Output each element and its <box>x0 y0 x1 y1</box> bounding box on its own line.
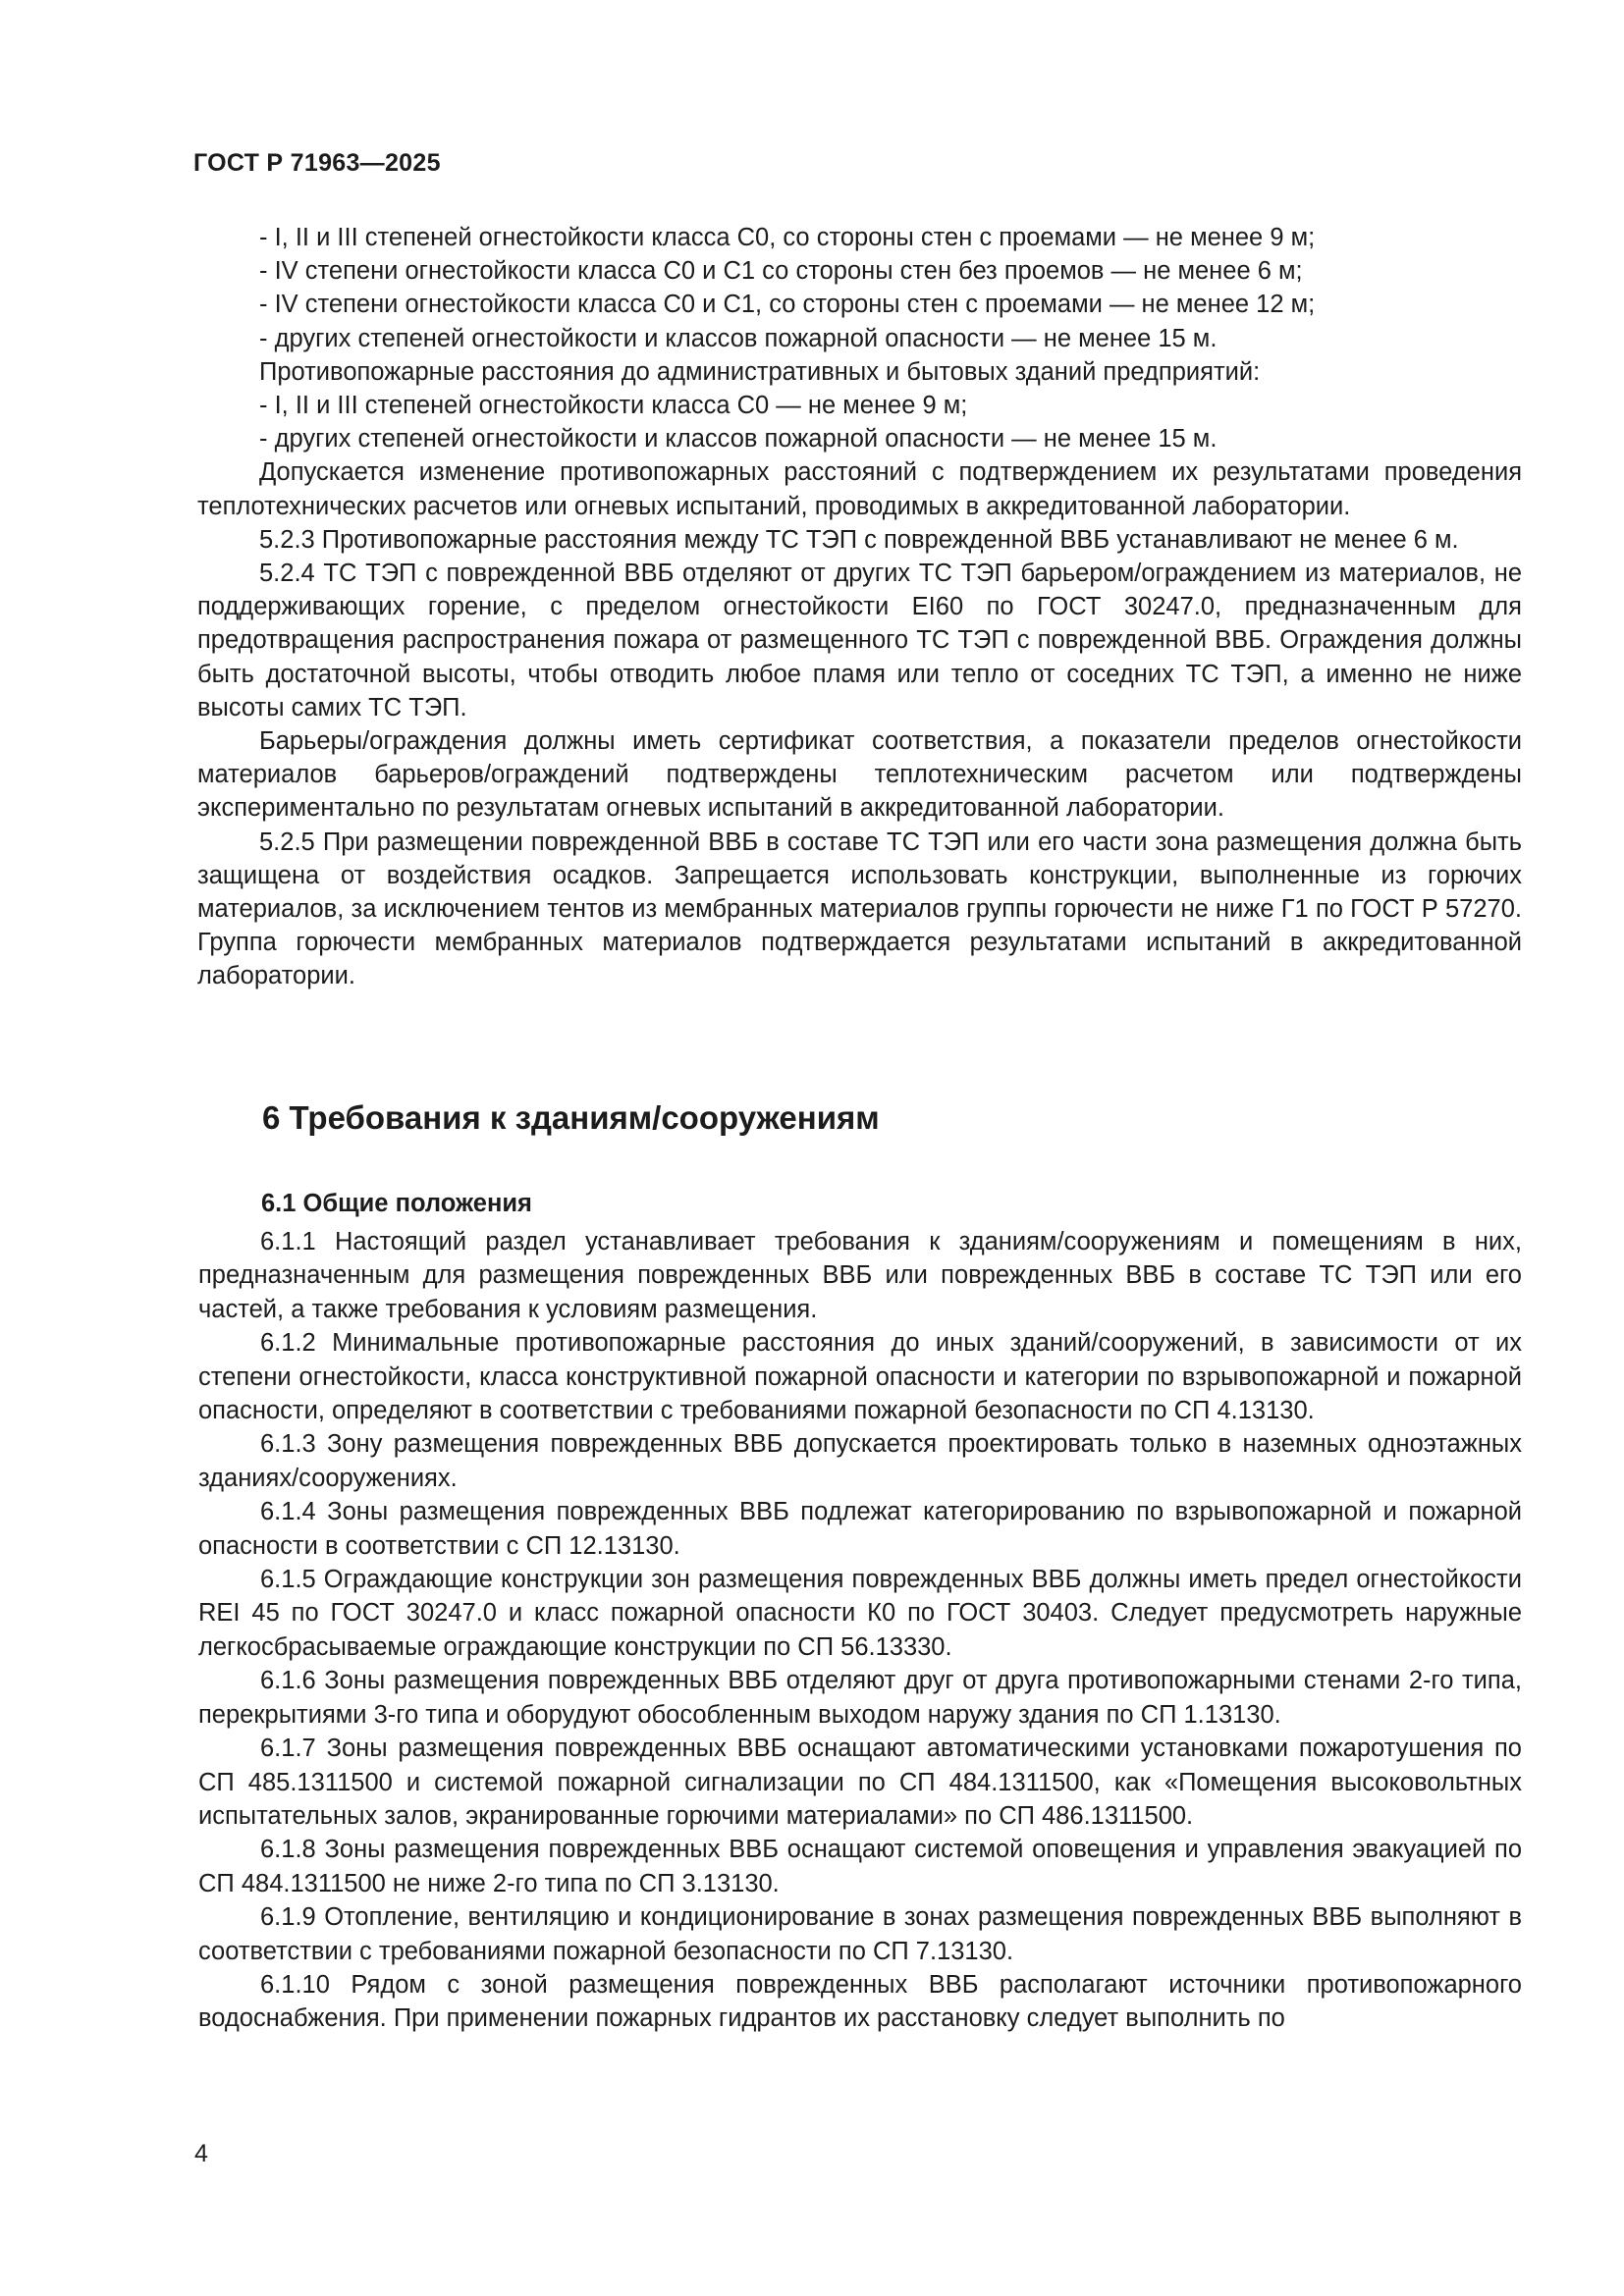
page-number: 4 <box>194 2140 208 2167</box>
list-item: - I, II и III степеней огнестойкости класса С0, со стороны стен с проемами — не менее 9 м; <box>259 224 1316 251</box>
paragraph-5-2-4: 5.2.4 ТС ТЭП с поврежденной ВВБ отделяют от других ТС ТЭП барьером/ограждением из материалов, не поддерживающих горение, с пределом огнестойкости EI60 по ГОСТ 30247.0, предназначенным для предотвращения распространения пожара от размещенного ТС ТЭП с поврежденной ВВБ. Ограждения должны быть достаточной высоты, чтобы отводить любое пламя или тепло от соседних ТС ТЭП, а именно не ниже высоты самих ТС ТЭП. <box>197 560 1522 721</box>
paragraph-6-1-4: 6.1.4 Зоны размещения поврежденных ВВБ подлежат категорированию по взрывопожарной и пожарной опасности в соответствии с СП 12.13130. <box>198 1498 1522 1560</box>
paragraph: Барьеры/ограждения должны иметь сертификат соответствия, а показатели пределов огнестойкости материалов барьеров/ограждений подтверждены теплотехническим расчетом или подтверждены экспериментально по результатам огневых испытаний в аккредитованной лаборатории. <box>197 727 1522 823</box>
section-text-block <box>198 1225 1522 2036</box>
paragraph-6-1-8: 6.1.8 Зоны размещения поврежденных ВВБ оснащают системой оповещения и управления эвакуацией по СП 484.1311500 не ниже 2-го типа по СП 3.13130. <box>198 1836 1522 1897</box>
list-item: - других степеней огнестойкости и классов пожарной опасности — не менее 15 м. <box>259 425 1218 454</box>
paragraph-6-1-2: 6.1.2 Минимальные противопожарные расстояния до иных зданий/сооружений, в зависимости от их степени огнестойкости, класса конструктивной пожарной опасности и категории по взрывопожарной и пожарной опасности, определяют в соответствии с требованиями пожарной безопасности по СП 4.13130. <box>198 1329 1522 1425</box>
paragraph-6-1-3: 6.1.3 Зону размещения поврежденных ВВБ допускается проектировать только в наземных одноэтажных зданиях/сооружениях. <box>198 1430 1522 1492</box>
paragraph-6-1-9: 6.1.9 Отопление, вентиляцию и кондиционирование в зонах размещения поврежденных ВВБ выполняют в соответствии с требованиями пожарной безопасности по СП 7.13130. <box>198 1903 1522 1965</box>
admin-distances-intro: Противопожарные расстояния до административных и бытовых зданий предприятий: <box>259 357 1261 386</box>
upper-text-block <box>197 221 1522 993</box>
list-item: - других степеней огнестойкости и классов пожарной опасности — не менее 15 м. <box>259 324 1218 352</box>
paragraph-5-2-3: 5.2.3 Противопожарные расстояния между ТС ТЭП с поврежденной ВВБ устанавливают не менее 6 м. <box>259 525 1459 554</box>
section-heading: 6 Требования к зданиям/сооружениям <box>262 1099 880 1136</box>
paragraph-6-1-6: 6.1.6 Зоны размещения поврежденных ВВБ отделяют друг от друга противопожарными стенами 2-го типа, перекрытиями 3-го типа и оборудуют обособленным выходом наружу здания по СП 1.13130. <box>198 1667 1522 1729</box>
paragraph: Допускается изменение противопожарных расстояний с подтверждением их результатами проведения теплотехнических расчетов или огневых испытаний, проводимых в аккредитованной лаборатории. <box>197 458 1522 520</box>
paragraph-6-1-5: 6.1.5 Ограждающие конструкции зон размещения поврежденных ВВБ должны иметь предел огнестойкости REI 45 по ГОСТ 30247.0 и класс пожарной опасности К0 по ГОСТ 30403. Следует предусмотреть наружные легкосбрасываемые ограждающие конструкции по СП 56.13330. <box>198 1566 1522 1661</box>
paragraph-6-1-7: 6.1.7 Зоны размещения поврежденных ВВБ оснащают автоматическими установками пожаротушения по СП 485.1311500 и системой пожарной сигнализации по СП 484.1311500, как «Помещения высоковольтных испытательных залов, экранированные горючими материалами» по СП 486.1311500. <box>198 1735 1522 1830</box>
list-item: - I, II и III степеней огнестойкости класса С0 — не менее 9 м; <box>259 392 968 420</box>
subsection-heading: 6.1 Общие положения <box>261 1190 532 1217</box>
paragraph-6-1-1: 6.1.1 Настоящий раздел устанавливает требования к зданиям/сооружениям и помещениям в них, предназначенным для размещения поврежденных ВВБ или поврежденных ВВБ в составе ТС ТЭП или его частей, а также требования к условиям размещения. <box>198 1228 1522 1323</box>
paragraph-5-2-5: 5.2.5 При размещении поврежденной ВВБ в составе ТС ТЭП или его части зона размещения должна быть защищена от воздействия осадков. Запрещается использовать конструкции, выполненные из горючих материалов, за исключением тентов из мембранных материалов группы горючести не ниже Г1 по ГОСТ Р 57270. Группа горючести мембранных материалов подтверждается результатами испытаний в аккредитованной лаборатории. <box>197 828 1522 990</box>
paragraph-6-1-10: 6.1.10 Рядом с зоной размещения поврежденных ВВБ располагают источники противопожарного водоснабжения. При применении пожарных гидрантов их расстановку следует выполнить по <box>198 1970 1522 2033</box>
document-code-header: ГОСТ Р 71963—2025 <box>193 149 441 177</box>
list-item: - IV степени огнестойкости класса С0 и С1, со стороны стен с проемами — не менее 12 м; <box>259 291 1316 319</box>
list-item: - IV степени огнестойкости класса С0 и С1 со стороны стен без проемов — не менее 6 м; <box>259 257 1303 286</box>
